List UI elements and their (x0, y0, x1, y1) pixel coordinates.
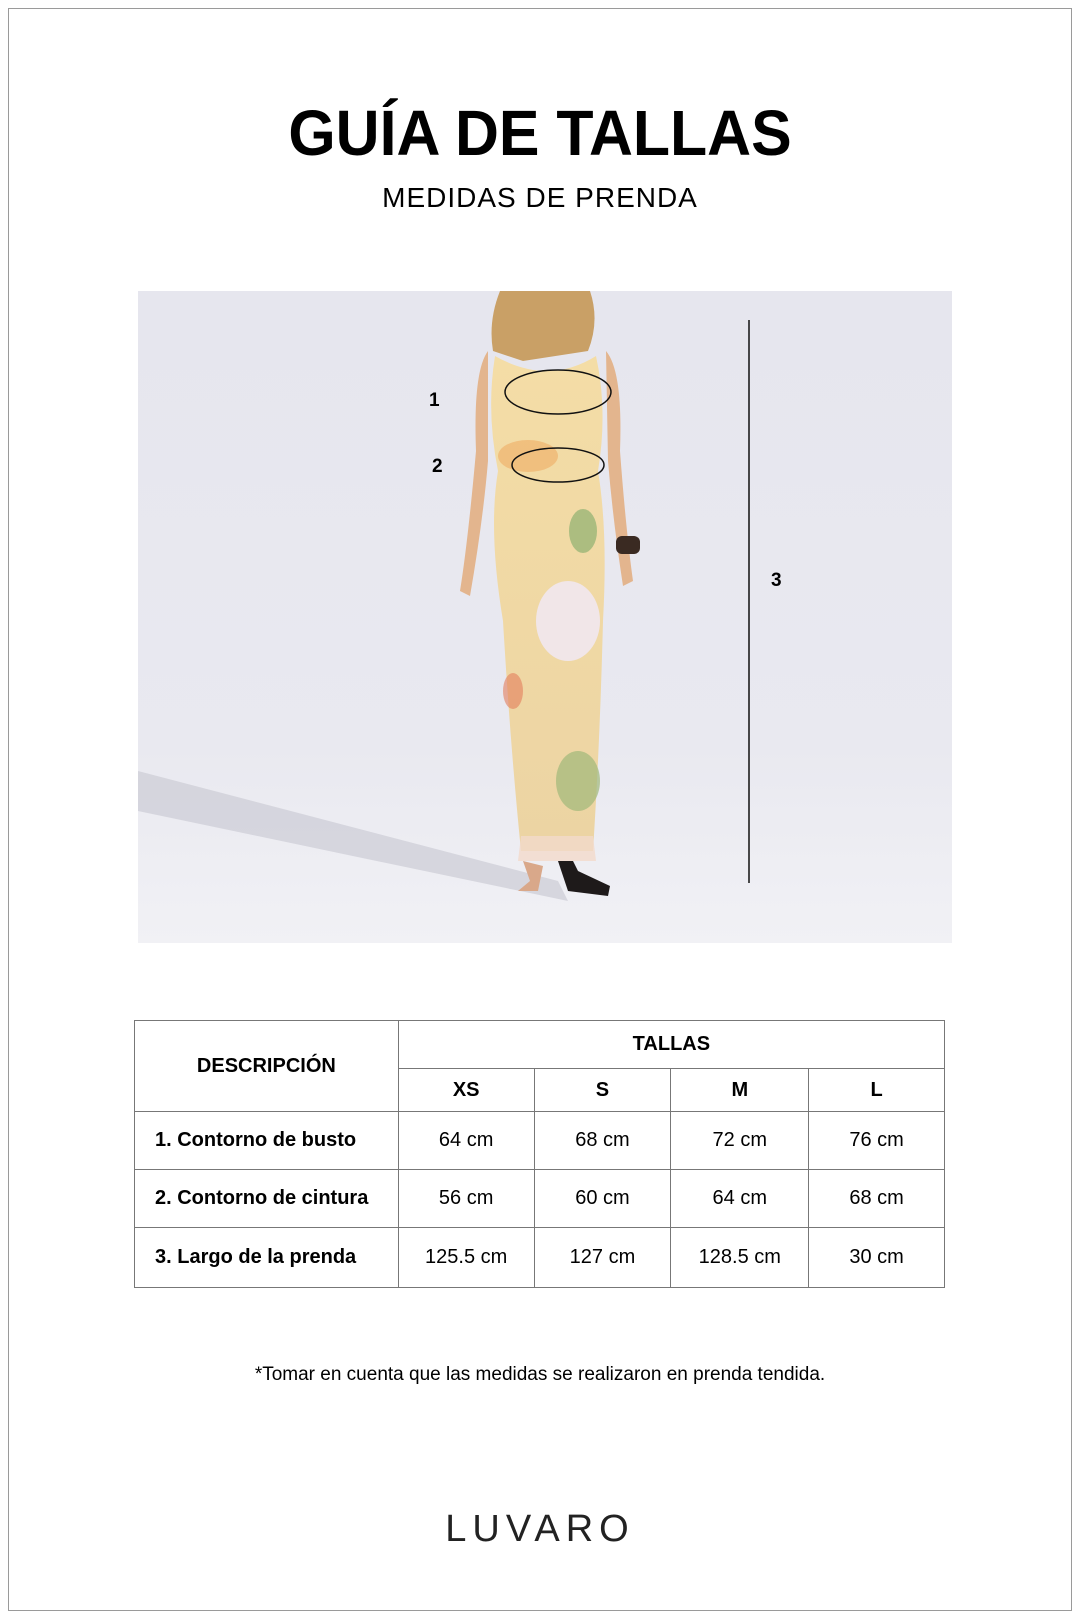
marker-label-1: 1 (429, 390, 440, 411)
table-row (135, 1170, 945, 1228)
description-header: DESCRIPCIÓN (135, 1021, 399, 1112)
footnote: *Tomar en cuenta que las medidas se realizaron en prenda tendida. (254, 1364, 826, 1385)
cell: 76 cm (809, 1112, 945, 1170)
cell: 72 cm (671, 1112, 809, 1170)
cell: 60 cm (534, 1170, 671, 1228)
cell: 30 cm (809, 1228, 945, 1288)
sizes-header: TALLAS (398, 1021, 944, 1069)
model-photo (138, 291, 952, 943)
size-l: L (809, 1069, 945, 1112)
row-label: 3. Largo de la prenda (135, 1228, 399, 1288)
cell: 127 cm (534, 1228, 671, 1288)
page-title: GUÍA DE TALLAS (288, 97, 792, 169)
cell: 68 cm (534, 1112, 671, 1170)
size-m: M (671, 1069, 809, 1112)
cell: 56 cm (398, 1170, 534, 1228)
table-row (135, 1228, 945, 1288)
marker-label-2: 2 (432, 456, 443, 477)
cell: 64 cm (398, 1112, 534, 1170)
size-s: S (534, 1069, 671, 1112)
marker-label-3: 3 (771, 570, 782, 591)
cell: 125.5 cm (398, 1228, 534, 1288)
brand-logo: LUVARO (445, 1508, 635, 1550)
table-row (135, 1112, 945, 1170)
row-label: 1. Contorno de busto (135, 1112, 399, 1170)
cell: 68 cm (809, 1170, 945, 1228)
size-table (134, 1020, 945, 1288)
cell: 128.5 cm (671, 1228, 809, 1288)
page-subtitle: MEDIDAS DE PRENDA (382, 182, 698, 213)
cell: 64 cm (671, 1170, 809, 1228)
size-xs: XS (398, 1069, 534, 1112)
row-label: 2. Contorno de cintura (135, 1170, 399, 1228)
